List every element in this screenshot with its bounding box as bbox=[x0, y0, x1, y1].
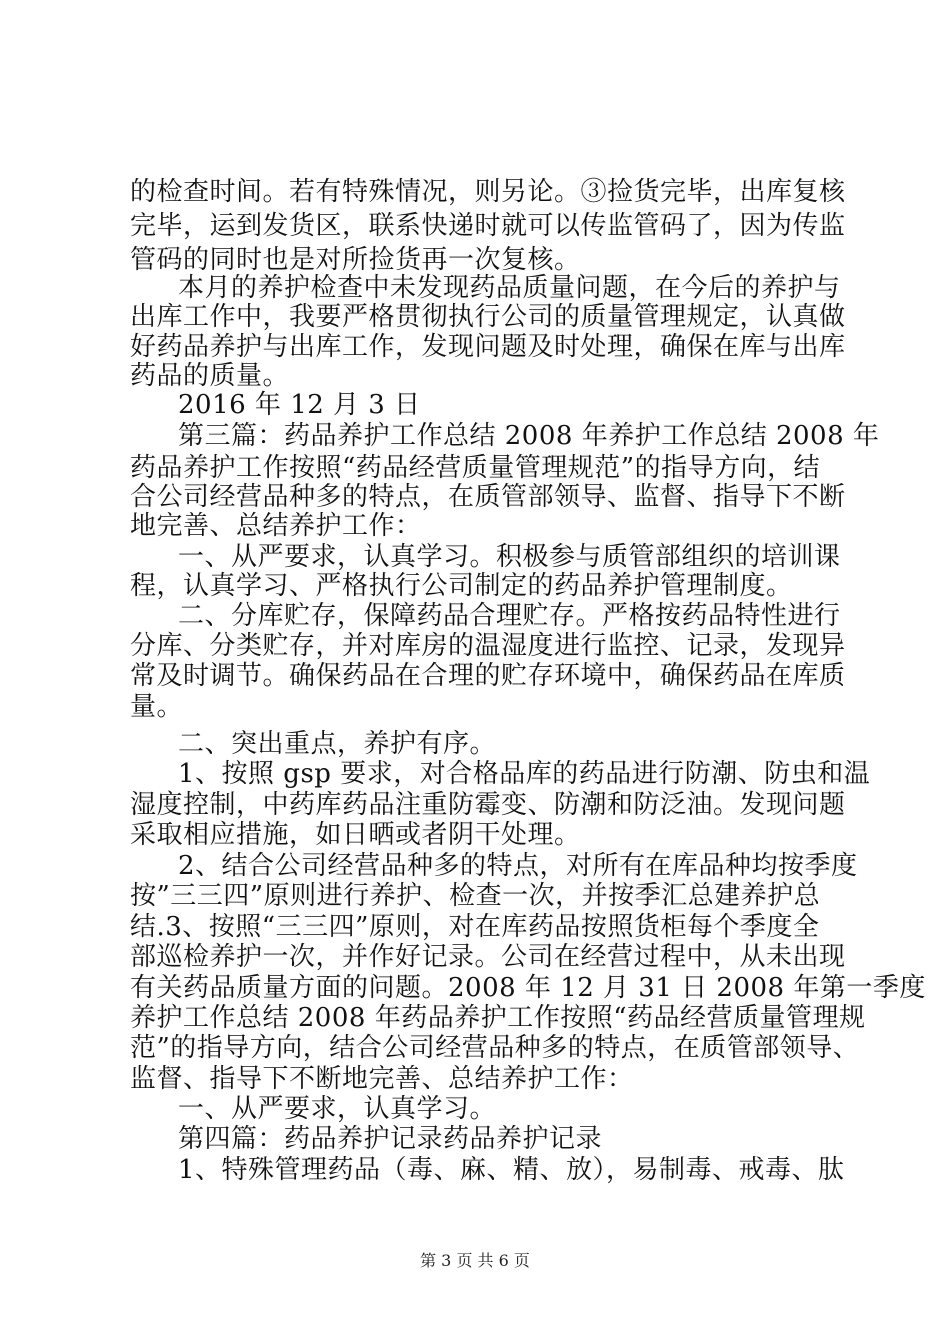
text-line: 药品养护工作按照“药品经营质量管理规范”的指导方向，结 bbox=[130, 453, 821, 483]
text-line: 好药品养护与出库工作，发现问题及时处理，确保在库与出库 bbox=[130, 332, 846, 362]
text-line: 一、从严要求，认真学习。 bbox=[178, 1094, 497, 1124]
text-line: 监督、指导下不断地完善、总结养护工作： bbox=[130, 1064, 634, 1094]
page-footer: 第 3 页 共 6 页 bbox=[420, 1251, 530, 1270]
text-line: 2、结合公司经营品种多的特点，对所有在库品种均按季度 bbox=[178, 851, 858, 881]
text-line: 一、从严要求，认真学习。积极参与质管部组织的培训课 bbox=[178, 542, 841, 572]
text-line: 药品的质量。 bbox=[130, 361, 290, 391]
text-line: 采取相应措施，如日晒或者阴干处理。 bbox=[130, 820, 581, 850]
text-line: 结.3、按照“三三四”原则，对在库药品按照货柜每个季度全 bbox=[130, 912, 820, 942]
text-line: 地完善、总结养护工作： bbox=[130, 511, 422, 541]
text-line: 合公司经营品种多的特点，在质管部领导、监督、指导下不断 bbox=[130, 482, 846, 512]
text-line: 程，认真学习、严格执行公司制定的药品养护管理制度。 bbox=[130, 571, 793, 601]
text-line: 二、分库贮存，保障药品合理贮存。严格按药品特性进行 bbox=[178, 601, 841, 631]
text-line: 二、突出重点，养护有序。 bbox=[178, 729, 497, 759]
text-line: 部巡检养护一次，并作好记录。公司在经营过程中，从未出现 bbox=[130, 942, 846, 972]
text-line: 管码的同时也是对所捡货再一次复核。 bbox=[130, 245, 581, 275]
text-line: 本月的养护检查中未发现药品质量问题，在今后的养护与 bbox=[178, 273, 841, 303]
text-line: 按”三三四”原则进行养护、检查一次，并按季汇总建养护总 bbox=[130, 881, 821, 911]
section-heading: 第四篇：药品养护记录药品养护记录 bbox=[178, 1124, 603, 1154]
section-heading: 第三篇：药品养护工作总结 2008 年养护工作总结 2008 年 bbox=[178, 421, 880, 451]
text-line: 分库、分类贮存，并对库房的温湿度进行监控、记录，发现异 bbox=[130, 631, 846, 661]
date-line: 2016 年 12 月 3 日 bbox=[178, 390, 421, 420]
text-line: 常及时调节。确保药品在合理的贮存环境中，确保药品在库质 bbox=[130, 661, 846, 691]
text-line: 1、特殊管理药品（毒、麻、精、放），易制毒、戒毒、肽 bbox=[178, 1155, 845, 1185]
text-line: 的检查时间。若有特殊情况，则另论。③捡货完毕，出库复核 bbox=[130, 177, 846, 207]
text-line: 出库工作中，我要严格贯彻执行公司的质量管理规定，认真做 bbox=[130, 302, 846, 332]
text-line: 有关药品质量方面的问题。2008 年 12 月 31 日 2008 年第一季度 bbox=[130, 973, 926, 1003]
text-line: 范”的指导方向，结合公司经营品种多的特点，在质管部领导、 bbox=[130, 1033, 860, 1063]
text-line: 湿度控制，中药库药品注重防霉变、防潮和防泛油。发现问题 bbox=[130, 790, 846, 820]
text-line: 养护工作总结 2008 年药品养护工作按照“药品经营质量管理规 bbox=[130, 1003, 866, 1033]
text-line: 完毕，运到发货区，联系快递时就可以传监管码了，因为传监 bbox=[130, 211, 846, 241]
text-line: 量。 bbox=[130, 692, 184, 722]
text-line: 1、按照 gsp 要求，对合格品库的药品进行防潮、防虫和温 bbox=[178, 759, 871, 789]
